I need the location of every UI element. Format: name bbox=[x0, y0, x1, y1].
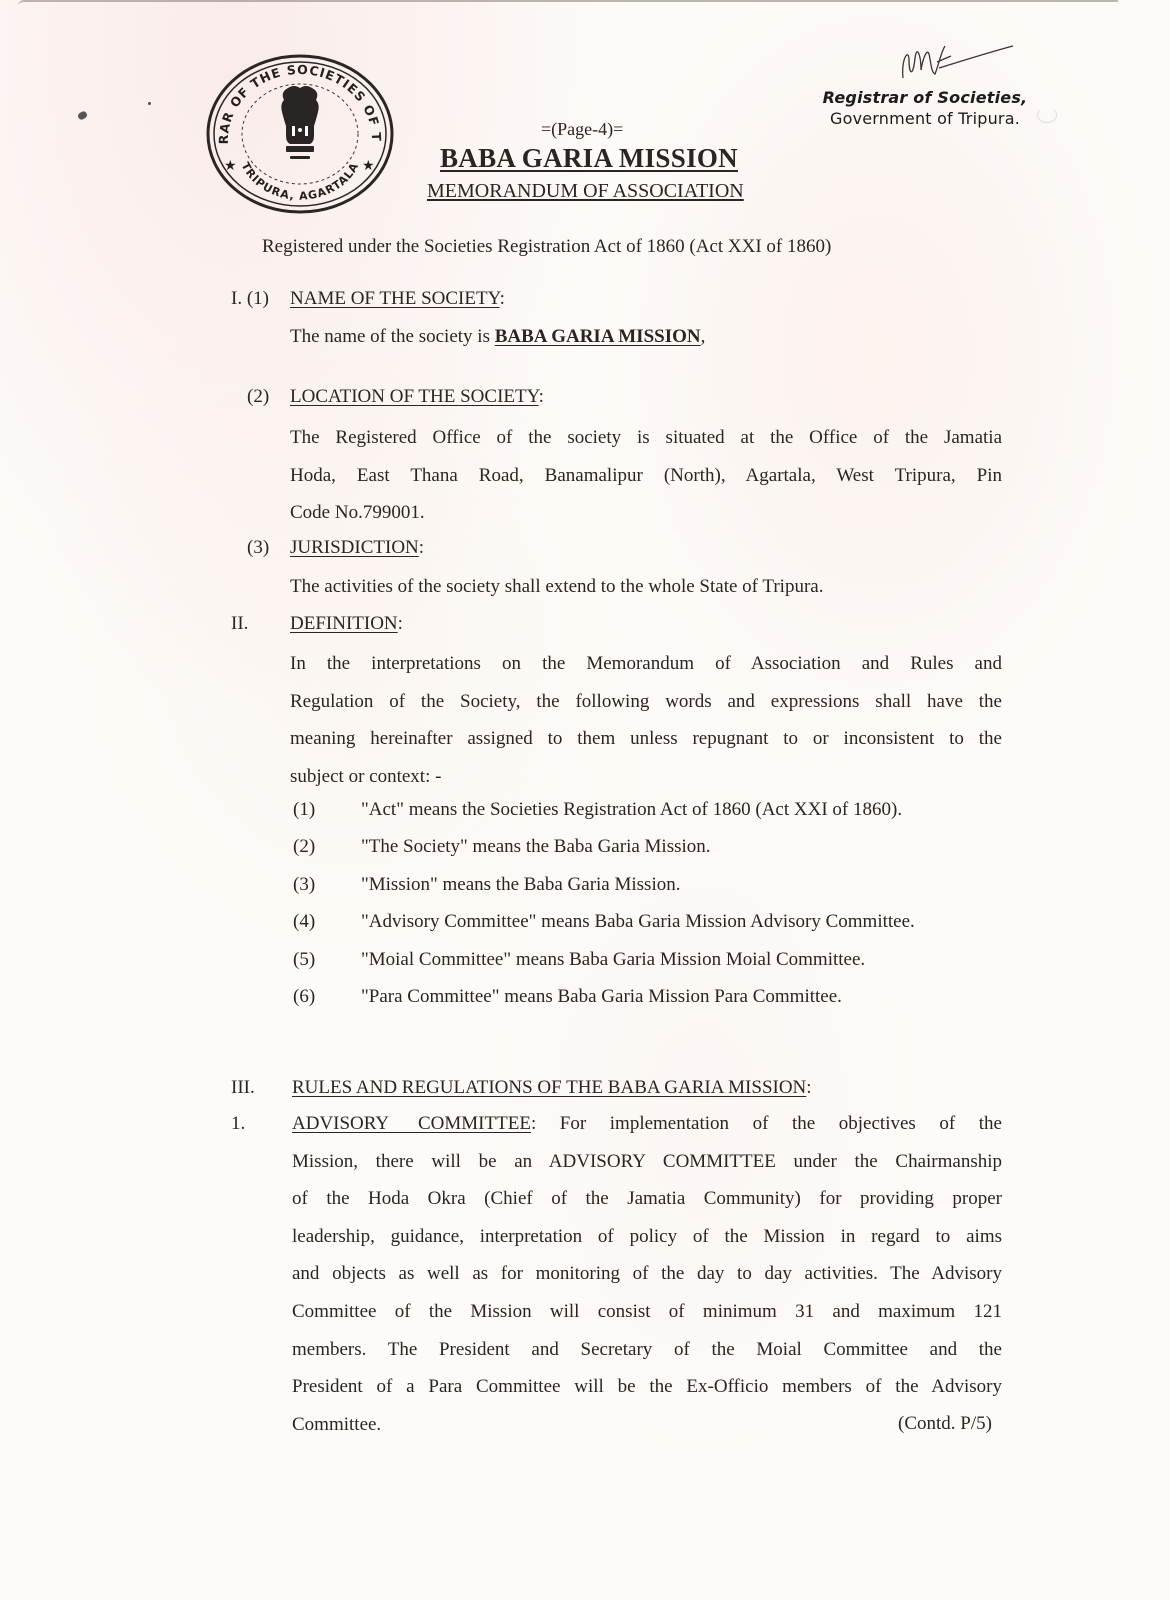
heading-rules-regulations: RULES AND REGULATIONS OF THE BABA GARIA MISSION bbox=[292, 1077, 807, 1098]
rules-heading: RULES AND REGULATIONS OF THE BABA GARIA MISSION: bbox=[292, 1077, 812, 1098]
advisory-line bbox=[292, 1105, 1002, 1143]
registrar-government: Government of Tripura. bbox=[830, 109, 1020, 128]
registrar-title: Registrar of Societies, bbox=[822, 88, 1028, 107]
registrar-stamp bbox=[800, 88, 1050, 128]
definition-intro-line: Regulation of the Society, the following words and expressions shall have the bbox=[290, 690, 1002, 712]
definition-number: (1) bbox=[293, 799, 316, 820]
document-subtitle: MEMORANDUM OF ASSOCIATION bbox=[427, 180, 744, 202]
definition-number: (5) bbox=[293, 949, 316, 970]
definition-number: (3) bbox=[293, 874, 316, 895]
section-1-heading: NAME OF THE SOCIETY: bbox=[290, 288, 505, 309]
advisory-line: Committee. bbox=[292, 1413, 382, 1435]
location-paragraph bbox=[290, 419, 1002, 532]
paper-edge bbox=[18, 0, 1118, 6]
section-1-marker: I. (1) bbox=[231, 288, 269, 309]
advisory-line: members. The President and Secretary of the Moial Committee and the bbox=[292, 1338, 1002, 1360]
statement-punct: , bbox=[700, 326, 706, 347]
section-3-marker: III. bbox=[231, 1077, 255, 1098]
definition-number: (4) bbox=[293, 911, 316, 932]
svg-text:★: ★ bbox=[362, 159, 375, 174]
ink-speck bbox=[77, 110, 88, 121]
emblem-seal-icon bbox=[200, 48, 400, 216]
advisory-line: and objects as well as for monitoring of the day to day activities. The Advisory bbox=[292, 1263, 1002, 1285]
definition-number: (2) bbox=[293, 836, 316, 857]
definition-intro-line: subject or context: - bbox=[290, 765, 442, 787]
definition-text: "Mission" means the Baba Garia Mission. bbox=[361, 874, 681, 895]
definition-number: (6) bbox=[293, 986, 316, 1007]
definition-text: "Moial Committee" means Baba Garia Mission Moial Committee. bbox=[361, 949, 866, 970]
definition-text: "Para Committee" means Baba Garia Mission Para Committee. bbox=[361, 986, 842, 1007]
heading-definition: DEFINITION bbox=[290, 613, 398, 634]
definition-intro-line: meaning hereinafter assigned to them unless repugnant to or inconsistent to the bbox=[290, 728, 1002, 750]
definition-text: "The Society" means the Baba Garia Mission. bbox=[361, 836, 711, 857]
heading-advisory-committee: ADVISORY COMMITTEE bbox=[292, 1113, 531, 1134]
society-name-statement bbox=[290, 326, 705, 348]
advisory-line: leadership, guidance, interpretation of policy of the Mission in regard to aims bbox=[292, 1225, 1002, 1247]
definition-text: "Advisory Committee" means Baba Garia Mission Advisory Committee. bbox=[361, 911, 915, 932]
statement-text: The name of the society is bbox=[290, 326, 495, 347]
svg-text:REGISTRAR OF THE SOCIETIES OF: RAR OF THE SOCIETIES OF T bbox=[215, 61, 385, 145]
svg-text:★: ★ bbox=[224, 159, 237, 174]
definition-intro bbox=[290, 645, 1002, 795]
section-1-2-marker: (2) bbox=[247, 386, 270, 407]
heading-location: LOCATION OF THE SOCIETY bbox=[290, 386, 539, 407]
heading-jurisdiction: JURISDICTION bbox=[290, 537, 419, 558]
society-name: BABA GARIA MISSION bbox=[494, 326, 701, 347]
section-1-3-marker: (3) bbox=[247, 537, 270, 558]
signature-icon bbox=[895, 38, 1015, 88]
document-title: BABA GARIA MISSION bbox=[440, 143, 738, 173]
jurisdiction-heading: JURISDICTION: bbox=[290, 537, 425, 558]
ink-speck bbox=[148, 102, 151, 105]
definition-heading: DEFINITION: bbox=[290, 613, 403, 634]
jurisdiction-text: The activities of the society shall extend to the whole State of Tripura. bbox=[290, 576, 824, 597]
location-line: Code No.799001. bbox=[290, 502, 425, 524]
location-heading: LOCATION OF THE SOCIETY: bbox=[290, 386, 544, 407]
heading-name-of-society: NAME OF THE SOCIETY bbox=[290, 288, 500, 309]
advisory-line: Mission, there will be an ADVISORY COMMITTEE under the Chairmanship bbox=[292, 1150, 1002, 1172]
item-1-marker: 1. bbox=[231, 1113, 246, 1134]
location-line: The Registered Office of the society is situated at the Office of the Jamatia bbox=[290, 427, 1002, 448]
advisory-line: President of a Para Committee will be the Ex-Officio members of the Advisory bbox=[292, 1376, 1002, 1398]
location-line: Hoda, East Thana Road, Banamalipur (North), Agartala, West Tripura, Pin bbox=[290, 464, 1002, 486]
advisory-line: of the Hoda Okra (Chief of the Jamatia Community) for providing proper bbox=[292, 1188, 1002, 1210]
paper-smudge bbox=[1037, 107, 1057, 123]
advisory-line-rest: : For implementation of the objectives of the bbox=[530, 1113, 1002, 1134]
section-2-marker: II. bbox=[231, 613, 249, 634]
definition-intro-line: In the interpretations on the Memorandum of Association and Rules and bbox=[290, 653, 1002, 674]
svg-text:TRIPURA, AGARTALA: TRIPURA, AGARTALA bbox=[238, 160, 362, 203]
registrar-seal bbox=[200, 48, 400, 216]
page-number: =(Page-4)= bbox=[541, 119, 624, 139]
advisory-committee-paragraph bbox=[292, 1105, 1002, 1443]
registration-note: Registered under the Societies Registration Act of 1860 (Act XXI of 1860) bbox=[262, 236, 832, 257]
definition-text: "Act" means the Societies Registration Act of 1860 (Act XXI of 1860). bbox=[361, 799, 903, 820]
continued-note: (Contd. P/5) bbox=[898, 1413, 992, 1434]
advisory-line: Committee of the Mission will consist of minimum 31 and maximum 121 bbox=[292, 1300, 1002, 1322]
